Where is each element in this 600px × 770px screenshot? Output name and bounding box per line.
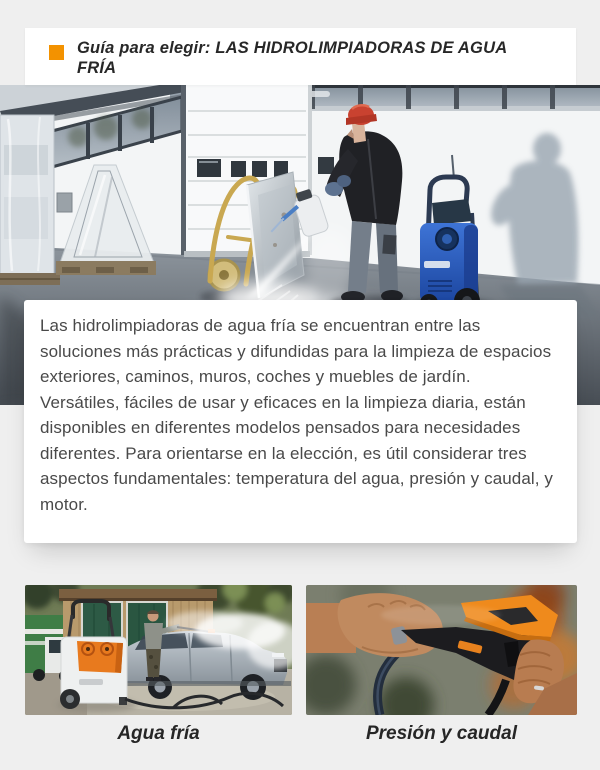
caption-presion-caudal: Presión y caudal (365, 723, 517, 744)
orange-square-bullet-icon (49, 45, 64, 60)
figure-photo-presion-caudal (306, 585, 577, 715)
intro-text-card (24, 300, 577, 543)
caption-agua-fria: Agua fría (117, 723, 200, 744)
figure-photo-agua-fria (25, 585, 292, 715)
intro-paragraph-1: Las hidrolimpiadoras de agua fría se encuentran entre las soluciones más prácticas y difundidas para la limpieza de espacios exteriores, caminos, muros, coches y muebles de jardín. (40, 316, 552, 386)
header-card (25, 28, 576, 85)
page-title: Guía para elegir: LAS HIDROLIMPIADORAS DE AGUA FRÍA (77, 39, 507, 77)
intro-paragraph-2: Versátiles, fáciles de usar y eficaces en la limpieza diaria, están disponibles en diferentes modelos pensados para necesidades diferentes. Para orientarse en la elección, es útil considerar tres aspectos fundamentales: temperatura del agua, presión y caudal, y motor. (40, 392, 554, 514)
